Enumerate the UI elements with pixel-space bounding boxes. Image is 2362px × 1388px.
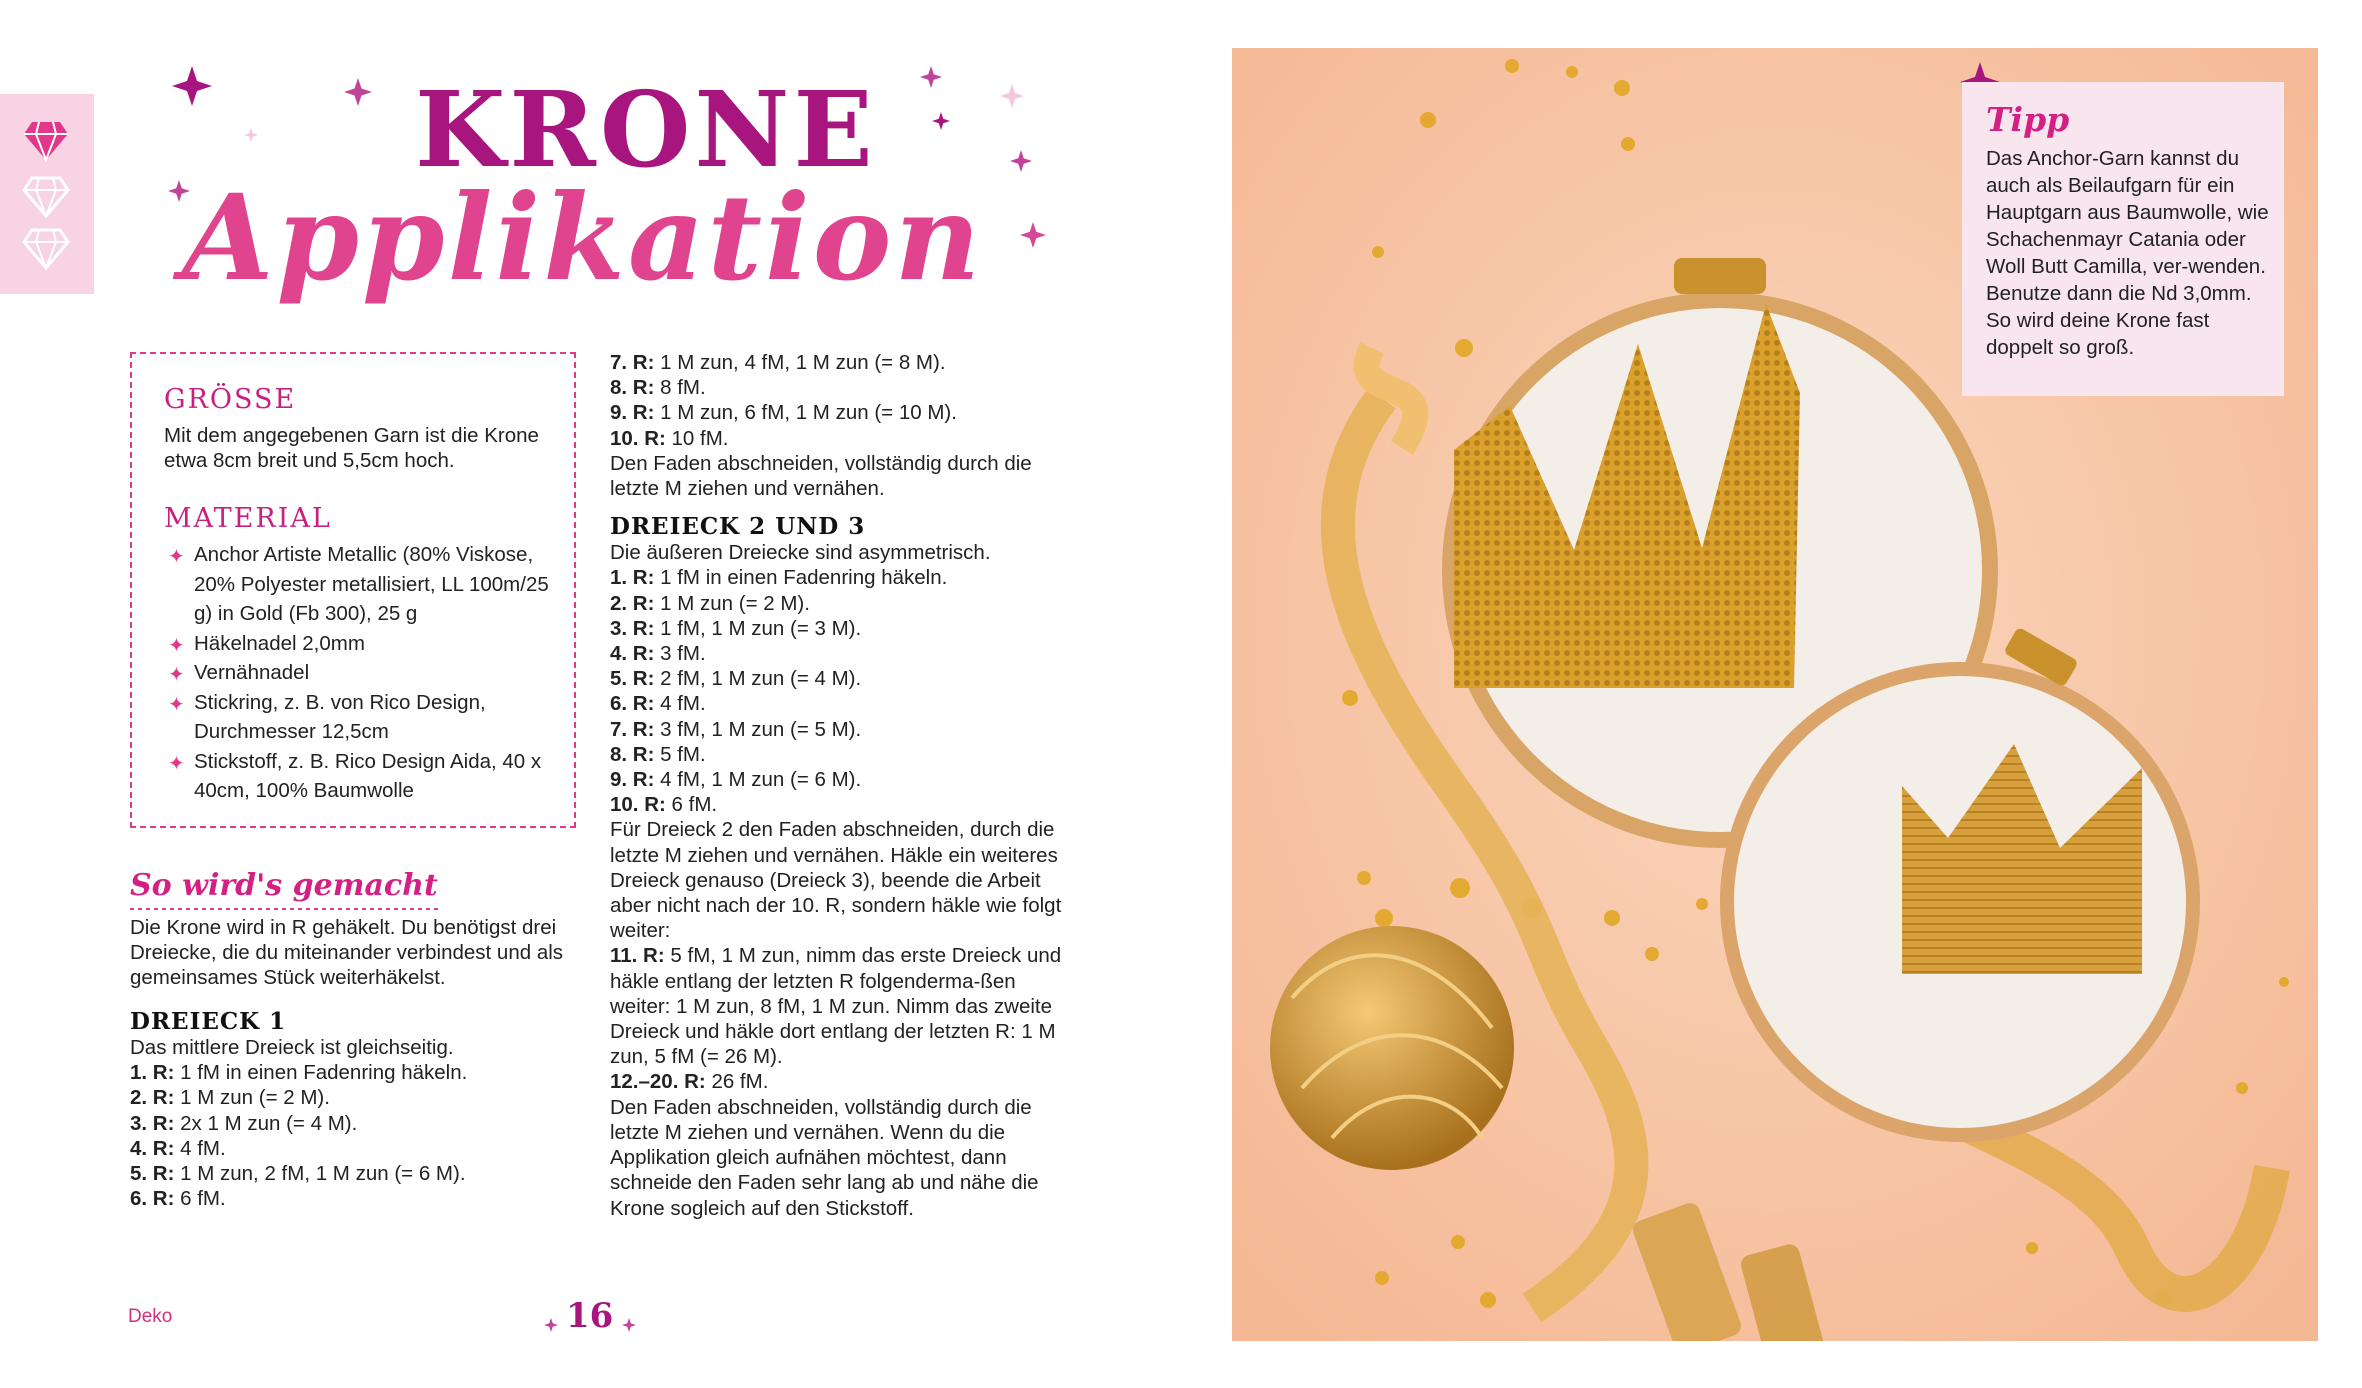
dreieck1-heading: DREIECK 1: [130, 1008, 287, 1035]
sparkle-star-icon: [344, 78, 372, 106]
table-row: 7. R: 3 fM, 1 M zun (= 5 M).: [610, 717, 862, 741]
sparkle-star-icon: [1010, 150, 1032, 172]
table-row: 6. R: 4 fM.: [610, 692, 706, 716]
table-row: 4. R: 4 fM.: [130, 1136, 226, 1160]
diamond-outline-icon: [22, 228, 70, 270]
table-row: 3. R: 1 fM, 1 M zun (= 3 M).: [610, 616, 862, 640]
list-item: ✦ Vernähnadel: [164, 658, 554, 688]
table-row: 4. R: 3 fM.: [610, 642, 706, 666]
list-item: ✦ Stickring, z. B. von Rico Design, Durchmesser 12,5cm: [168, 690, 486, 743]
tip-heading: Tipp: [1986, 100, 2070, 139]
table-row: 10. R: 10 fM.: [610, 426, 729, 450]
star-bullet-icon: ✦: [168, 752, 185, 775]
howto-heading: So wird's gemacht: [130, 868, 438, 903]
table-row: 8. R: 5 fM.: [610, 742, 706, 766]
dreieck23-intro: Die äußeren Dreiecke sind asymmetrisch.: [610, 541, 991, 565]
table-row: 1. R: 1 fM in einen Fadenring häkeln.: [610, 566, 948, 590]
howto-intro: Die Krone wird in R gehäkelt. Du benötigst drei Dreiecke, die du miteinander verbindest und als gemeinsames Stück weiterhäkelst.: [130, 916, 564, 990]
table-row: 8. R: 8 fM.: [610, 376, 706, 400]
table-row: 9. R: 4 fM, 1 M zun (= 6 M).: [610, 768, 862, 792]
table-row: 10. R: 6 fM.: [610, 793, 718, 817]
material-list: [164, 540, 554, 806]
list-item: ✦ Stickstoff, z. B. Rico Design Aida, 40 x 40cm, 100% Baumwolle: [168, 749, 542, 802]
final-paragraph: Den Faden abschneiden, vollständig durch die letzte M ziehen und vernähen. Wenn du die Applikation gleich aufnähen möchtest, dann schneide den Faden sehr lang ab und nähe die Krone sogleich auf den Stickstoff.: [610, 1095, 1039, 1220]
material-heading: MATERIAL: [164, 503, 332, 534]
dreieck1-section: [130, 1008, 600, 1211]
tip-box: [1962, 82, 2284, 396]
section-tab[interactable]: [0, 94, 94, 294]
info-box: [130, 352, 576, 828]
page-subtitle: Applikation: [182, 168, 984, 307]
table-row: 2. R: 1 M zun (= 2 M).: [130, 1086, 330, 1110]
sparkle-star-icon: [622, 1318, 636, 1332]
sparkle-star-icon: [544, 1318, 558, 1332]
heading-underline: [130, 906, 438, 912]
sparkle-star-icon: [932, 112, 950, 130]
size-text: Mit dem angegebenen Garn ist die Krone etwa 8cm breit und 5,5cm hoch.: [164, 424, 539, 472]
diamond-icon: [22, 120, 70, 162]
table-row: 9. R: 1 M zun, 6 fM, 1 M zun (= 10 M).: [610, 401, 957, 425]
page-number: 16: [566, 1296, 614, 1336]
row-11: 11. R: 5 fM, 1 M zun, nimm das erste Dreieck und häkle entlang der letzten R folgenderma-ßen weiter: 1 M zun, 8 fM, 1 M zun. Nimm das zweite Dreieck und häkle dort entlang der letzten R: 1 M zun, 5 fM (= 26 M).: [610, 944, 1062, 1069]
diamond-outline-icon: [22, 176, 70, 218]
sparkle-star-icon: [1020, 222, 1046, 248]
star-bullet-icon: ✦: [168, 693, 185, 716]
row-12-20: 12.–20. R: 26 fM.: [610, 1070, 769, 1094]
table-row: 6. R: 6 fM.: [130, 1187, 226, 1211]
star-bullet-icon: ✦: [168, 664, 185, 686]
dreieck23-para: Für Dreieck 2 den Faden abschneiden, durch die letzte M ziehen und vernähen. Häkle ein weiteres Dreieck genauso (Dreieck 3), beende die Arbeit aber nicht nach der 10. R, sondern häkle wie folgt weiter:: [610, 818, 1062, 943]
tip-text: Das Anchor-Garn kannst du auch als Beilaufgarn für ein Hauptgarn aus Baumwolle, wie Schachenmayr Catania oder Woll Butt Camilla, ver-wenden. Benutze dann die Nd 3,0mm. So wird deine Krone fast doppelt so groß.: [1986, 147, 2269, 359]
table-row: 1. R: 1 fM in einen Fadenring häkeln.: [130, 1061, 468, 1085]
middle-column: [610, 350, 1070, 1221]
sparkle-star-icon: [920, 66, 942, 88]
section-label: Deko: [128, 1306, 173, 1327]
star-bullet-icon: ✦: [168, 634, 185, 657]
table-row: 7. R: 1 M zun, 4 fM, 1 M zun (= 8 M).: [610, 351, 946, 374]
table-row: 5. R: 2 fM, 1 M zun (= 4 M).: [610, 667, 862, 691]
sparkle-star-icon: [172, 66, 212, 106]
dreieck1-intro: Das mittlere Dreieck ist gleichseitig.: [130, 1036, 454, 1059]
table-row: 3. R: 2x 1 M zun (= 4 M).: [130, 1111, 358, 1135]
size-heading: GRÖSSE: [164, 384, 297, 415]
table-row: 2. R: 1 M zun (= 2 M).: [610, 591, 810, 615]
sparkle-star-icon: [1000, 84, 1024, 108]
list-item: ✦ Häkelnadel 2,0mm: [164, 629, 554, 659]
page-title: KRONE: [415, 68, 877, 191]
dreieck23-heading: DREIECK 2 UND 3: [610, 513, 866, 541]
star-bullet-icon: ✦: [168, 546, 185, 568]
dreieck1-end: Den Faden abschneiden, vollständig durch die letzte M ziehen und vernähen.: [610, 451, 1032, 501]
sparkle-star-icon: [244, 128, 258, 142]
list-item: ✦ Anchor Artiste Metallic (80% Viskose, 20% Polyester metallisiert, LL 100m/25 g) in Gold (Fb 300), 25 g: [168, 543, 549, 625]
table-row: 5. R: 1 M zun, 2 fM, 1 M zun (= 6 M).: [130, 1162, 466, 1186]
